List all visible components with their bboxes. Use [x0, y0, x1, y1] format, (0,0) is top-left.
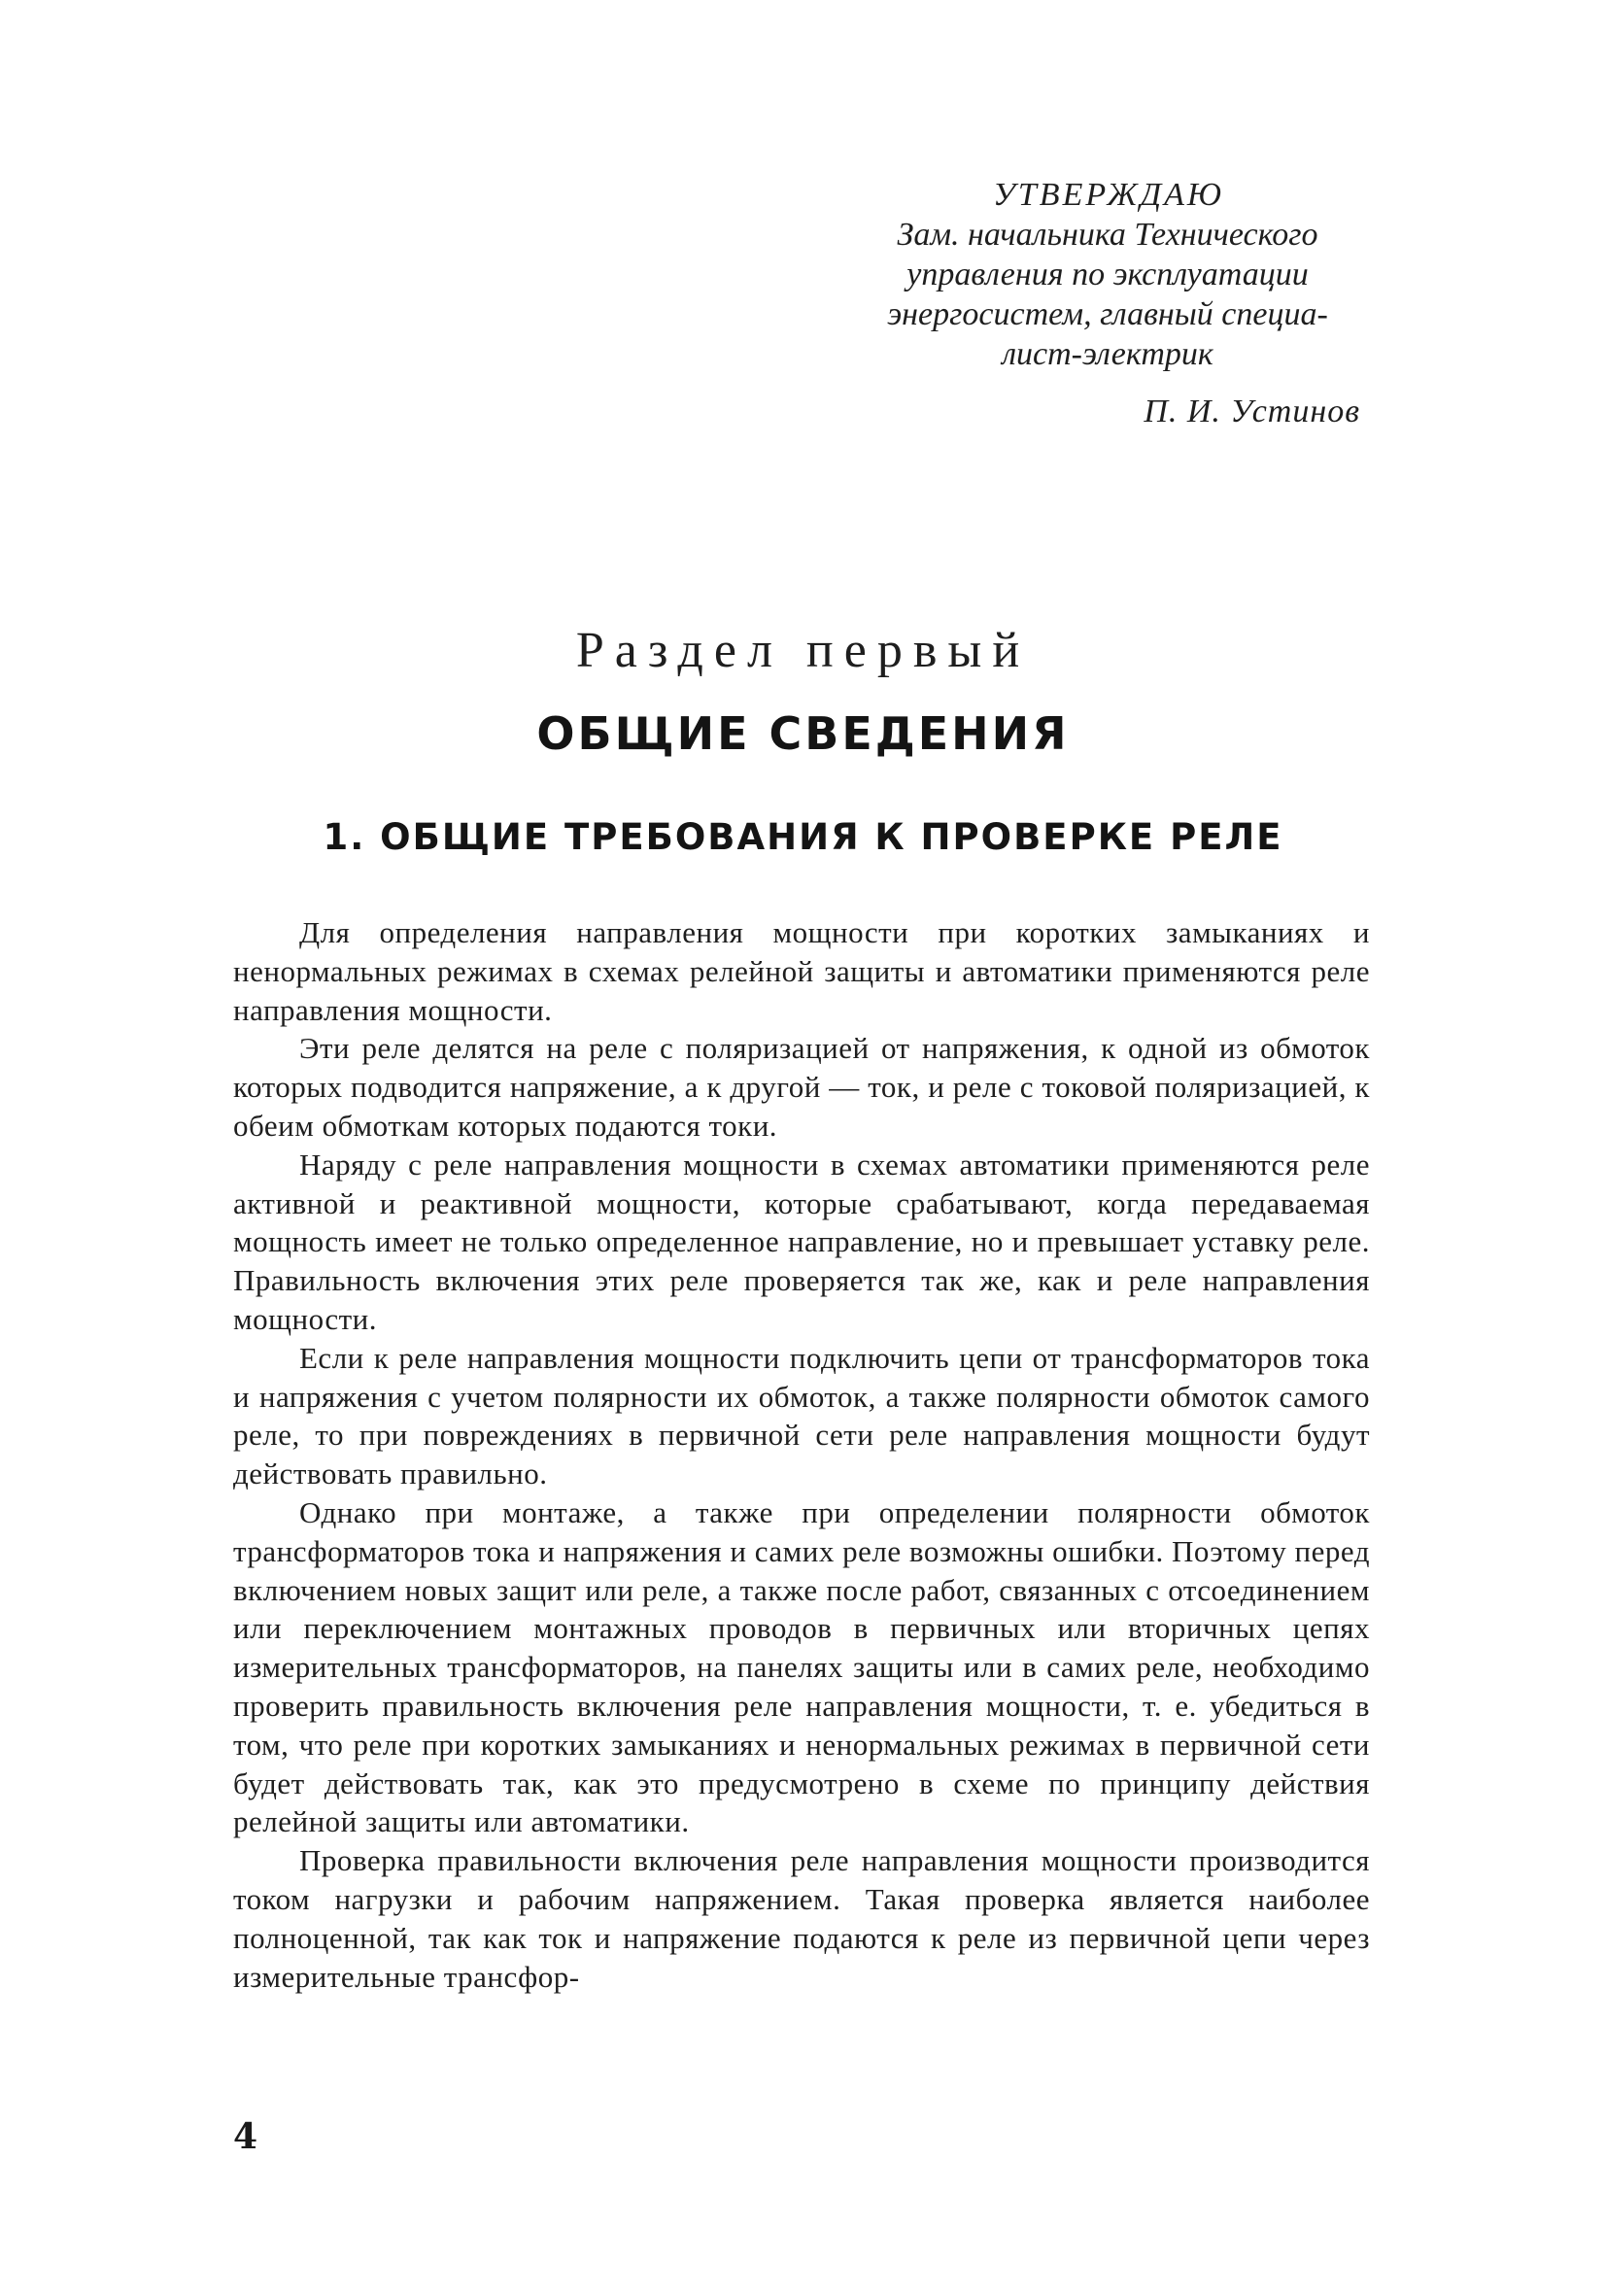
- approval-signatory: П. И. Устинов: [1144, 394, 1360, 429]
- body-text: [233, 913, 1370, 1996]
- chapter-title: 1. ОБЩИЕ ТРЕБОВАНИЯ К ПРОВЕРКЕ РЕЛЕ: [323, 816, 1283, 858]
- page-number: 4: [233, 2116, 258, 2157]
- paragraph: Наряду с реле направления мощности в схемах автоматики применяются реле активной и реактивной мощности, которые срабатывают, когда передаваемая мощность имеет не только определенное направление, но и превышает уставку реле. Правильность включения этих реле проверяется так же, как и реле направления мощности.: [233, 1147, 1370, 1336]
- paragraph: Для определения направления мощности при коротких замыканиях и ненормальных режимах в схемах релейной защиты и автоматики применяются реле направления мощности.: [233, 915, 1370, 1027]
- approval-title: УТВЕРЖДАЮ: [993, 177, 1224, 213]
- approval-stamp: [845, 175, 1370, 431]
- approval-position-line: лист-электрик: [1002, 336, 1213, 372]
- paragraph: Проверка правильности включения реле направления мощности производится током нагрузки и рабочим напряжением. Такая проверка является наиболее полноценной, так как ток и напряжение подаются к реле из первичной цепи через измерительные трансфор-: [233, 1843, 1370, 1994]
- paragraph: Если к реле направления мощности подключить цепи от трансформаторов тока и напряжения с учетом полярности их обмоток, а также полярности обмоток самого реле, то при повреждениях в первичной сети реле направления мощности будут действовать правильно.: [233, 1340, 1370, 1491]
- paragraph: Однако при монтаже, а также при определении полярности обмоток трансформаторов тока и напряжения и самих реле возможны ошибки. Поэтому перед включением новых защит или реле, а также после работ, связанных с отсоединением или переключением монтажных проводов в первичных или вторичных цепях измерительных трансформаторов, на панелях защиты или в самих реле, необходимо проверить правильность включения реле направления мощности, т. е. убедиться в том, что реле при коротких замыканиях и ненормальных режимах в первичной сети будет действовать так, как это предусмотрено в схеме по принципу действия релейной защиты или автоматики.: [233, 1494, 1370, 1839]
- approval-position-line: управления по эксплуатации: [906, 257, 1309, 292]
- paragraph: Эти реле делятся на реле с поляризацией от напряжения, к одной из обмоток которых подводится напряжение, а к другой — ток, и реле с токовой поляризацией, к обеим обмоткам которых подаются токи.: [233, 1031, 1370, 1143]
- section-label: Раздел первый: [575, 623, 1031, 678]
- approval-position-line: Зам. начальника Технического: [897, 217, 1318, 253]
- approval-position-line: энергосистем, главный специа-: [887, 296, 1328, 332]
- section-title: ОБЩИЕ СВЕДЕНИЯ: [536, 707, 1070, 760]
